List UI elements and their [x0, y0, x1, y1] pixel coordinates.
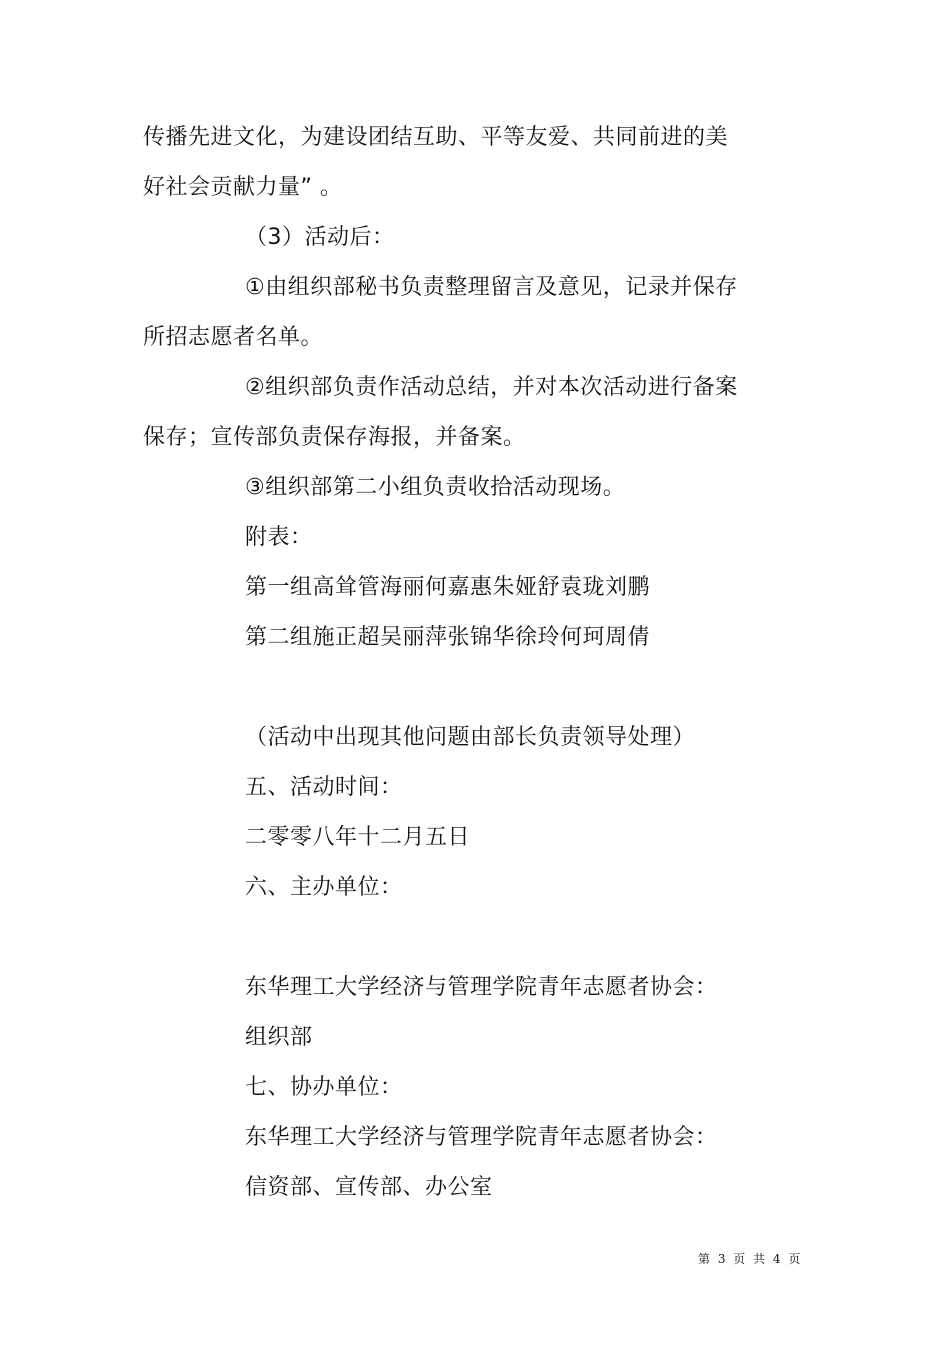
- text-line: 二零零八年十二月五日: [245, 825, 471, 850]
- text-line: 东华理工大学经济与管理学院青年志愿者协会：: [245, 975, 718, 1000]
- page-number-footer: 第 3 页 共 4 页: [698, 1252, 801, 1266]
- text-line: （3）活动后：: [245, 225, 395, 250]
- text-line: ①由组织部秘书负责整理留言及意见，记录并保存: [245, 275, 738, 300]
- text-line: 好社会贡献力量” 。: [143, 175, 343, 200]
- text-line: 附表：: [245, 525, 313, 550]
- text-line: 五、活动时间：: [245, 775, 403, 800]
- text-line: 第一组高耸管海丽何嘉惠朱娅舒袁珑刘鹏: [245, 575, 651, 600]
- text-line: ③组织部第二小组负责收拾活动现场。: [245, 475, 626, 500]
- text-line: ②组织部负责作活动总结，并对本次活动进行备案: [245, 375, 738, 400]
- text-line: 所招志愿者名单。: [143, 325, 324, 350]
- text-line: 组织部: [245, 1025, 313, 1050]
- text-line: 六、主办单位：: [245, 875, 403, 900]
- text-line: 第二组施正超吴丽萍张锦华徐玲何珂周倩: [245, 625, 651, 650]
- text-line: 七、协办单位：: [245, 1075, 403, 1100]
- text-line: 东华理工大学经济与管理学院青年志愿者协会：: [245, 1125, 718, 1150]
- text-line: 传播先进文化，为建设团结互助、平等友爱、共同前进的美: [143, 125, 729, 150]
- text-line: （活动中出现其他问题由部长负责领导处理）: [245, 725, 696, 750]
- text-line: 信资部、宣传部、办公室: [245, 1175, 493, 1200]
- text-line: 保存；宣传部负责保存海报，并备案。: [143, 425, 526, 450]
